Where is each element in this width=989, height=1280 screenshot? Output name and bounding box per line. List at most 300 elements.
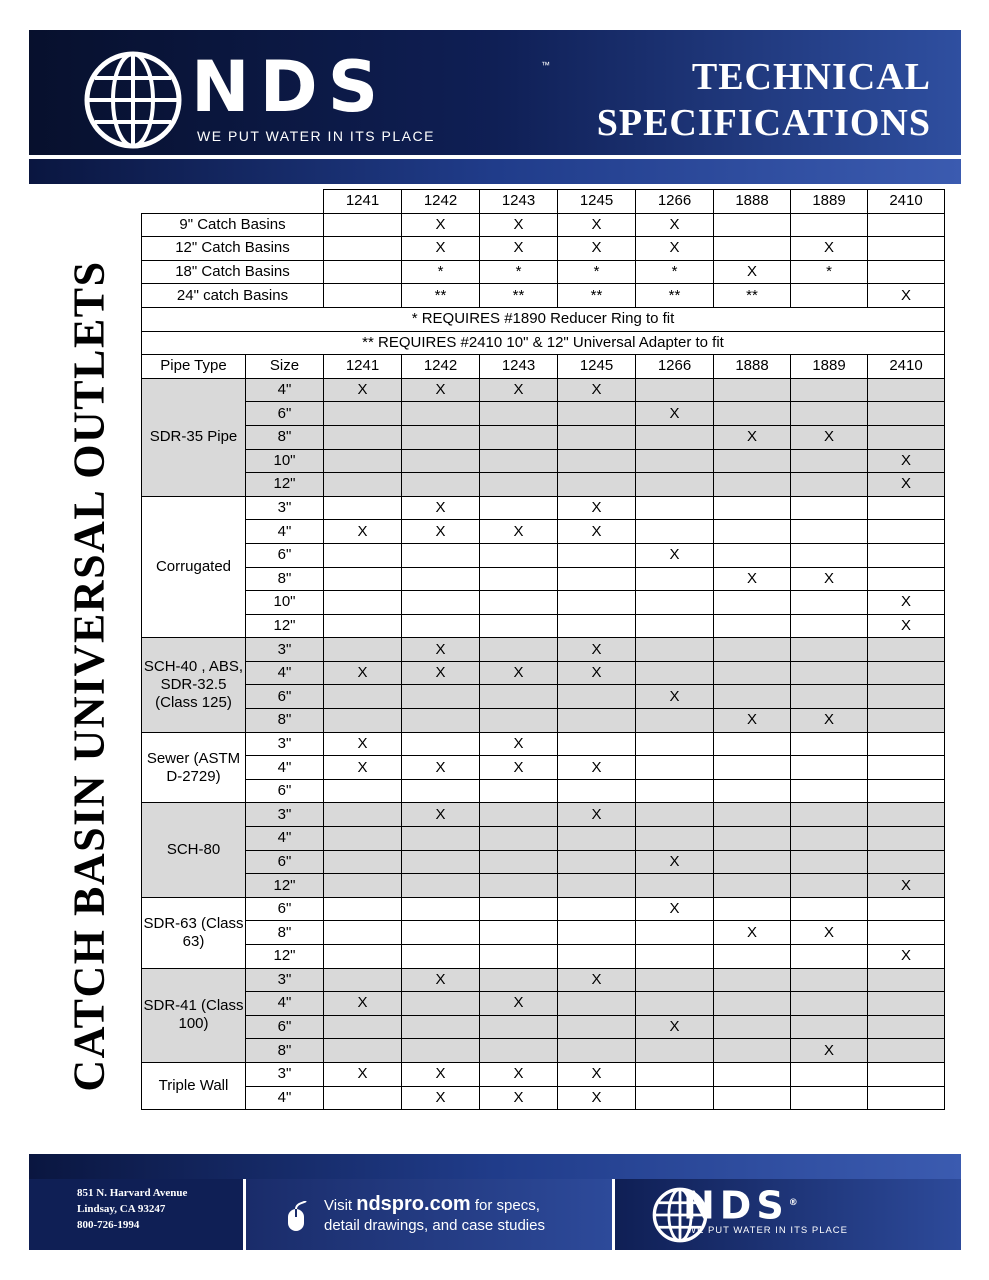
compat-cell <box>868 685 945 709</box>
trademark-mark: ™ <box>541 60 550 70</box>
compat-cell: ** <box>480 284 558 308</box>
basin-row <box>142 213 945 237</box>
compat-cell: X <box>402 378 480 402</box>
size-cell: 4" <box>246 756 324 780</box>
model-header-row <box>142 190 945 214</box>
compat-cell: X <box>558 520 636 544</box>
compat-cell <box>402 897 480 921</box>
compat-cell <box>714 685 791 709</box>
compat-cell: X <box>558 1062 636 1086</box>
pipe-type-label: SCH-80 <box>142 803 246 897</box>
compat-cell: ** <box>558 284 636 308</box>
compat-cell: X <box>480 661 558 685</box>
compat-cell <box>714 992 791 1016</box>
compat-cell: X <box>480 1062 558 1086</box>
compat-cell <box>558 874 636 898</box>
compat-cell <box>480 543 558 567</box>
compat-cell <box>714 473 791 497</box>
model-header-cell: 1242 <box>402 190 480 214</box>
compat-cell <box>868 638 945 662</box>
compat-cell <box>480 449 558 473</box>
compat-cell <box>324 284 402 308</box>
compat-cell <box>868 520 945 544</box>
compat-cell: X <box>480 756 558 780</box>
compat-cell <box>324 1086 402 1110</box>
logo-wordmark: NDS <box>191 46 389 128</box>
compat-cell <box>636 732 714 756</box>
model-header-cell: 1266 <box>636 190 714 214</box>
table-row <box>142 732 945 756</box>
compat-cell <box>558 709 636 733</box>
compat-cell <box>636 614 714 638</box>
compat-cell <box>636 874 714 898</box>
compat-cell: X <box>868 614 945 638</box>
footer <box>29 1179 961 1250</box>
document-title <box>597 54 931 146</box>
compat-cell: X <box>636 850 714 874</box>
compat-cell <box>558 614 636 638</box>
compat-cell <box>714 543 791 567</box>
size-cell: 6" <box>246 543 324 567</box>
compat-cell: X <box>402 496 480 520</box>
compat-cell: ** <box>402 284 480 308</box>
compat-cell: X <box>868 449 945 473</box>
table-row <box>142 992 945 1016</box>
model-header-cell: 1245 <box>558 355 636 379</box>
basin-label: 12" Catch Basins <box>142 237 324 261</box>
compat-cell <box>636 591 714 615</box>
compat-cell <box>480 897 558 921</box>
compat-cell <box>714 378 791 402</box>
compat-cell <box>324 850 402 874</box>
compat-cell <box>402 473 480 497</box>
compat-cell <box>714 945 791 969</box>
compat-cell <box>714 237 791 261</box>
compat-cell <box>324 591 402 615</box>
pipe-type-label: SCH-40 , ABS, SDR-32.5 (Class 125) <box>142 638 246 732</box>
compat-cell <box>868 732 945 756</box>
compat-cell <box>324 968 402 992</box>
compat-cell <box>480 425 558 449</box>
model-header-cell: 1241 <box>324 190 402 214</box>
empty-corner <box>246 190 324 214</box>
basin-label: 9" Catch Basins <box>142 213 324 237</box>
compat-cell <box>558 1039 636 1063</box>
compat-cell <box>791 827 868 851</box>
compat-cell: X <box>868 473 945 497</box>
compat-cell: X <box>558 968 636 992</box>
table-row <box>142 803 945 827</box>
compat-cell <box>480 567 558 591</box>
size-cell: 10" <box>246 591 324 615</box>
compat-cell <box>402 425 480 449</box>
compat-cell: X <box>480 378 558 402</box>
size-cell: 10" <box>246 449 324 473</box>
footnote: ** REQUIRES #2410 10" & 12" Universal Adapter to fit <box>142 331 945 355</box>
compat-cell: X <box>636 685 714 709</box>
compat-cell: X <box>558 756 636 780</box>
size-cell: 8" <box>246 709 324 733</box>
footer-logo-panel <box>615 1179 961 1250</box>
compat-cell <box>636 638 714 662</box>
compat-cell: X <box>558 496 636 520</box>
compat-cell <box>791 992 868 1016</box>
compat-cell <box>714 850 791 874</box>
compat-cell <box>324 213 402 237</box>
size-cell: 3" <box>246 1062 324 1086</box>
compat-cell <box>868 1039 945 1063</box>
visit-suffix: for specs, <box>474 1197 540 1214</box>
compat-cell <box>714 496 791 520</box>
registered-mark: ® <box>788 1198 798 1208</box>
compat-cell: X <box>558 1086 636 1110</box>
compat-cell <box>714 732 791 756</box>
compat-cell <box>480 968 558 992</box>
size-cell: 12" <box>246 945 324 969</box>
compat-cell <box>714 638 791 662</box>
compat-cell: X <box>402 1086 480 1110</box>
compat-cell <box>791 614 868 638</box>
size-cell: 3" <box>246 968 324 992</box>
table-row <box>142 1039 945 1063</box>
compat-cell: X <box>402 520 480 544</box>
side-title: CATCH BASIN UNIVERSAL OUTLETS <box>64 260 114 1092</box>
compat-cell: X <box>480 213 558 237</box>
size-cell: 6" <box>246 779 324 803</box>
compat-cell <box>714 591 791 615</box>
compat-cell: X <box>636 213 714 237</box>
compat-cell <box>868 779 945 803</box>
compat-cell: X <box>714 921 791 945</box>
model-header-cell: 2410 <box>868 355 945 379</box>
model-header-cell: 1243 <box>480 355 558 379</box>
mouse-icon <box>282 1201 312 1233</box>
compat-cell <box>480 850 558 874</box>
compat-cell <box>791 945 868 969</box>
table-row <box>142 968 945 992</box>
compat-cell: X <box>558 213 636 237</box>
compat-cell <box>558 921 636 945</box>
compat-cell <box>402 685 480 709</box>
compat-cell: X <box>480 992 558 1016</box>
empty-corner <box>142 190 246 214</box>
size-cell: 8" <box>246 1039 324 1063</box>
compat-cell <box>636 473 714 497</box>
compat-cell <box>868 213 945 237</box>
compat-cell <box>714 614 791 638</box>
compat-cell <box>402 850 480 874</box>
compat-cell <box>480 803 558 827</box>
compat-cell: X <box>636 237 714 261</box>
header-divider-band <box>29 159 961 184</box>
compat-cell <box>324 827 402 851</box>
compat-cell <box>324 1015 402 1039</box>
header-banner <box>29 30 961 155</box>
compat-cell <box>480 709 558 733</box>
compat-cell <box>791 756 868 780</box>
compat-cell <box>558 945 636 969</box>
compat-cell <box>714 661 791 685</box>
size-cell: 12" <box>246 874 324 898</box>
compat-cell <box>402 732 480 756</box>
size-cell: 3" <box>246 732 324 756</box>
compat-cell: X <box>324 661 402 685</box>
compat-cell <box>480 945 558 969</box>
compat-cell <box>636 968 714 992</box>
compat-cell <box>636 378 714 402</box>
compat-cell <box>791 850 868 874</box>
compat-cell <box>868 237 945 261</box>
compat-cell <box>402 827 480 851</box>
compat-cell <box>480 921 558 945</box>
compat-cell <box>636 779 714 803</box>
compat-cell <box>636 921 714 945</box>
compat-cell <box>791 685 868 709</box>
compat-cell: X <box>558 378 636 402</box>
compat-cell: ** <box>714 284 791 308</box>
model-header-cell: 1241 <box>324 355 402 379</box>
compat-cell <box>868 968 945 992</box>
compat-cell <box>324 897 402 921</box>
compat-cell <box>402 614 480 638</box>
size-cell: 3" <box>246 496 324 520</box>
compat-cell: X <box>868 945 945 969</box>
compat-cell: * <box>402 260 480 284</box>
compat-cell: X <box>868 284 945 308</box>
compat-cell <box>714 779 791 803</box>
compat-cell <box>791 874 868 898</box>
compat-cell <box>868 803 945 827</box>
compat-cell <box>791 520 868 544</box>
compat-cell <box>791 638 868 662</box>
globe-icon <box>81 48 185 152</box>
compat-cell <box>480 591 558 615</box>
title-line-2: SPECIFICATIONS <box>596 102 931 144</box>
visit-line <box>324 1195 540 1215</box>
table-row <box>142 1086 945 1110</box>
phone-number: 800-726-1994 <box>77 1219 140 1231</box>
table-row <box>142 709 945 733</box>
basin-row <box>142 237 945 261</box>
table-row <box>142 1062 945 1086</box>
table-row <box>142 449 945 473</box>
compat-cell <box>558 473 636 497</box>
compat-cell <box>868 496 945 520</box>
compat-cell <box>324 473 402 497</box>
size-cell: 4" <box>246 1086 324 1110</box>
compat-cell <box>636 803 714 827</box>
compat-cell: * <box>558 260 636 284</box>
compat-cell <box>636 1039 714 1063</box>
compat-cell <box>324 945 402 969</box>
model-header-cell: 1889 <box>791 190 868 214</box>
compat-cell <box>868 897 945 921</box>
compat-cell: X <box>402 213 480 237</box>
compat-cell <box>558 1015 636 1039</box>
website-link[interactable]: ndspro.com <box>356 1193 471 1215</box>
table-row <box>142 779 945 803</box>
note-row <box>142 331 945 355</box>
compat-cell <box>868 1062 945 1086</box>
compat-cell <box>714 449 791 473</box>
basin-label: 24" catch Basins <box>142 284 324 308</box>
table-row <box>142 591 945 615</box>
table-row <box>142 1015 945 1039</box>
compat-cell <box>791 897 868 921</box>
table-row <box>142 496 945 520</box>
compat-cell <box>714 756 791 780</box>
compat-cell <box>480 496 558 520</box>
table-row <box>142 425 945 449</box>
compat-cell: X <box>402 756 480 780</box>
model-header-cell: 1888 <box>714 190 791 214</box>
compat-cell <box>636 709 714 733</box>
footer-logo-tagline: WE PUT WATER IN ITS PLACE <box>687 1225 849 1236</box>
compat-cell <box>791 779 868 803</box>
compat-cell <box>791 543 868 567</box>
compat-cell: * <box>480 260 558 284</box>
compat-cell: X <box>402 661 480 685</box>
compat-cell <box>868 992 945 1016</box>
compat-cell <box>791 449 868 473</box>
compat-cell <box>714 1062 791 1086</box>
compat-cell <box>558 850 636 874</box>
compat-cell <box>636 661 714 685</box>
compat-cell <box>324 496 402 520</box>
compat-cell <box>714 874 791 898</box>
compat-cell <box>402 402 480 426</box>
compat-cell: X <box>324 732 402 756</box>
compat-cell: X <box>402 237 480 261</box>
compat-cell <box>868 260 945 284</box>
compat-cell: X <box>558 237 636 261</box>
compat-cell <box>402 1039 480 1063</box>
compat-cell: X <box>714 260 791 284</box>
compat-cell: X <box>480 732 558 756</box>
compat-cell: X <box>636 1015 714 1039</box>
model-header-cell: 1243 <box>480 190 558 214</box>
compat-cell: X <box>480 237 558 261</box>
compat-cell <box>324 449 402 473</box>
compat-cell <box>402 945 480 969</box>
compat-cell <box>636 520 714 544</box>
compat-cell <box>558 543 636 567</box>
compat-cell: X <box>402 803 480 827</box>
title-line-1: TECHNICAL <box>691 56 931 98</box>
size-cell: 12" <box>246 473 324 497</box>
footer-divider-band <box>29 1154 961 1179</box>
compat-cell <box>868 567 945 591</box>
basin-row <box>142 260 945 284</box>
visit-line-2: detail drawings, and case studies <box>324 1217 545 1234</box>
table-row <box>142 614 945 638</box>
compat-cell <box>402 874 480 898</box>
compat-cell <box>324 567 402 591</box>
compat-cell <box>714 1039 791 1063</box>
size-cell: 8" <box>246 425 324 449</box>
compat-cell <box>868 425 945 449</box>
table-row <box>142 945 945 969</box>
table-row <box>142 378 945 402</box>
visit-word: Visit <box>324 1197 353 1214</box>
pipe-header-row <box>142 355 945 379</box>
size-cell: 4" <box>246 992 324 1016</box>
compatibility-table <box>141 189 945 1110</box>
table-row <box>142 685 945 709</box>
compat-cell <box>868 1086 945 1110</box>
pipe-type-header: Pipe Type <box>142 355 246 379</box>
compat-cell <box>324 402 402 426</box>
compat-cell: X <box>791 567 868 591</box>
address-street: 851 N. Harvard Avenue <box>77 1187 188 1199</box>
compat-cell <box>868 921 945 945</box>
compat-cell <box>480 685 558 709</box>
pipe-type-label: SDR-63 (Class 63) <box>142 897 246 968</box>
compat-cell <box>324 260 402 284</box>
compat-cell <box>868 378 945 402</box>
compat-cell: X <box>324 520 402 544</box>
model-header-cell: 1242 <box>402 355 480 379</box>
footnote: * REQUIRES #1890 Reducer Ring to fit <box>142 307 945 331</box>
compat-cell <box>480 614 558 638</box>
table-row <box>142 543 945 567</box>
compat-cell: X <box>791 709 868 733</box>
table-row <box>142 827 945 851</box>
compat-cell <box>402 709 480 733</box>
compat-cell <box>324 425 402 449</box>
compat-cell <box>714 1086 791 1110</box>
compat-cell <box>791 591 868 615</box>
compat-cell <box>324 685 402 709</box>
compat-cell <box>558 992 636 1016</box>
compat-cell <box>402 921 480 945</box>
size-cell: 6" <box>246 1015 324 1039</box>
basin-row <box>142 284 945 308</box>
size-cell: 8" <box>246 567 324 591</box>
compat-cell <box>636 945 714 969</box>
compat-cell <box>558 685 636 709</box>
compat-cell <box>324 709 402 733</box>
compat-cell <box>791 1086 868 1110</box>
compat-cell <box>714 1015 791 1039</box>
compat-cell: * <box>791 260 868 284</box>
compat-cell <box>714 213 791 237</box>
table-row <box>142 897 945 921</box>
compat-cell <box>480 1039 558 1063</box>
size-cell: 4" <box>246 661 324 685</box>
model-header-cell: 1888 <box>714 355 791 379</box>
compat-cell <box>558 567 636 591</box>
compat-cell <box>791 284 868 308</box>
compat-cell <box>868 543 945 567</box>
compat-cell: X <box>636 402 714 426</box>
compat-cell <box>558 449 636 473</box>
compat-cell: X <box>324 378 402 402</box>
size-header: Size <box>246 355 324 379</box>
compat-cell: X <box>324 1062 402 1086</box>
compat-cell: X <box>714 425 791 449</box>
compat-cell <box>480 1015 558 1039</box>
compat-cell <box>636 425 714 449</box>
compat-cell <box>324 874 402 898</box>
model-header-cell: 2410 <box>868 190 945 214</box>
table-row <box>142 850 945 874</box>
compat-cell <box>558 402 636 426</box>
size-cell: 6" <box>246 402 324 426</box>
compat-cell <box>558 779 636 803</box>
compat-cell <box>402 591 480 615</box>
compat-cell: X <box>636 897 714 921</box>
